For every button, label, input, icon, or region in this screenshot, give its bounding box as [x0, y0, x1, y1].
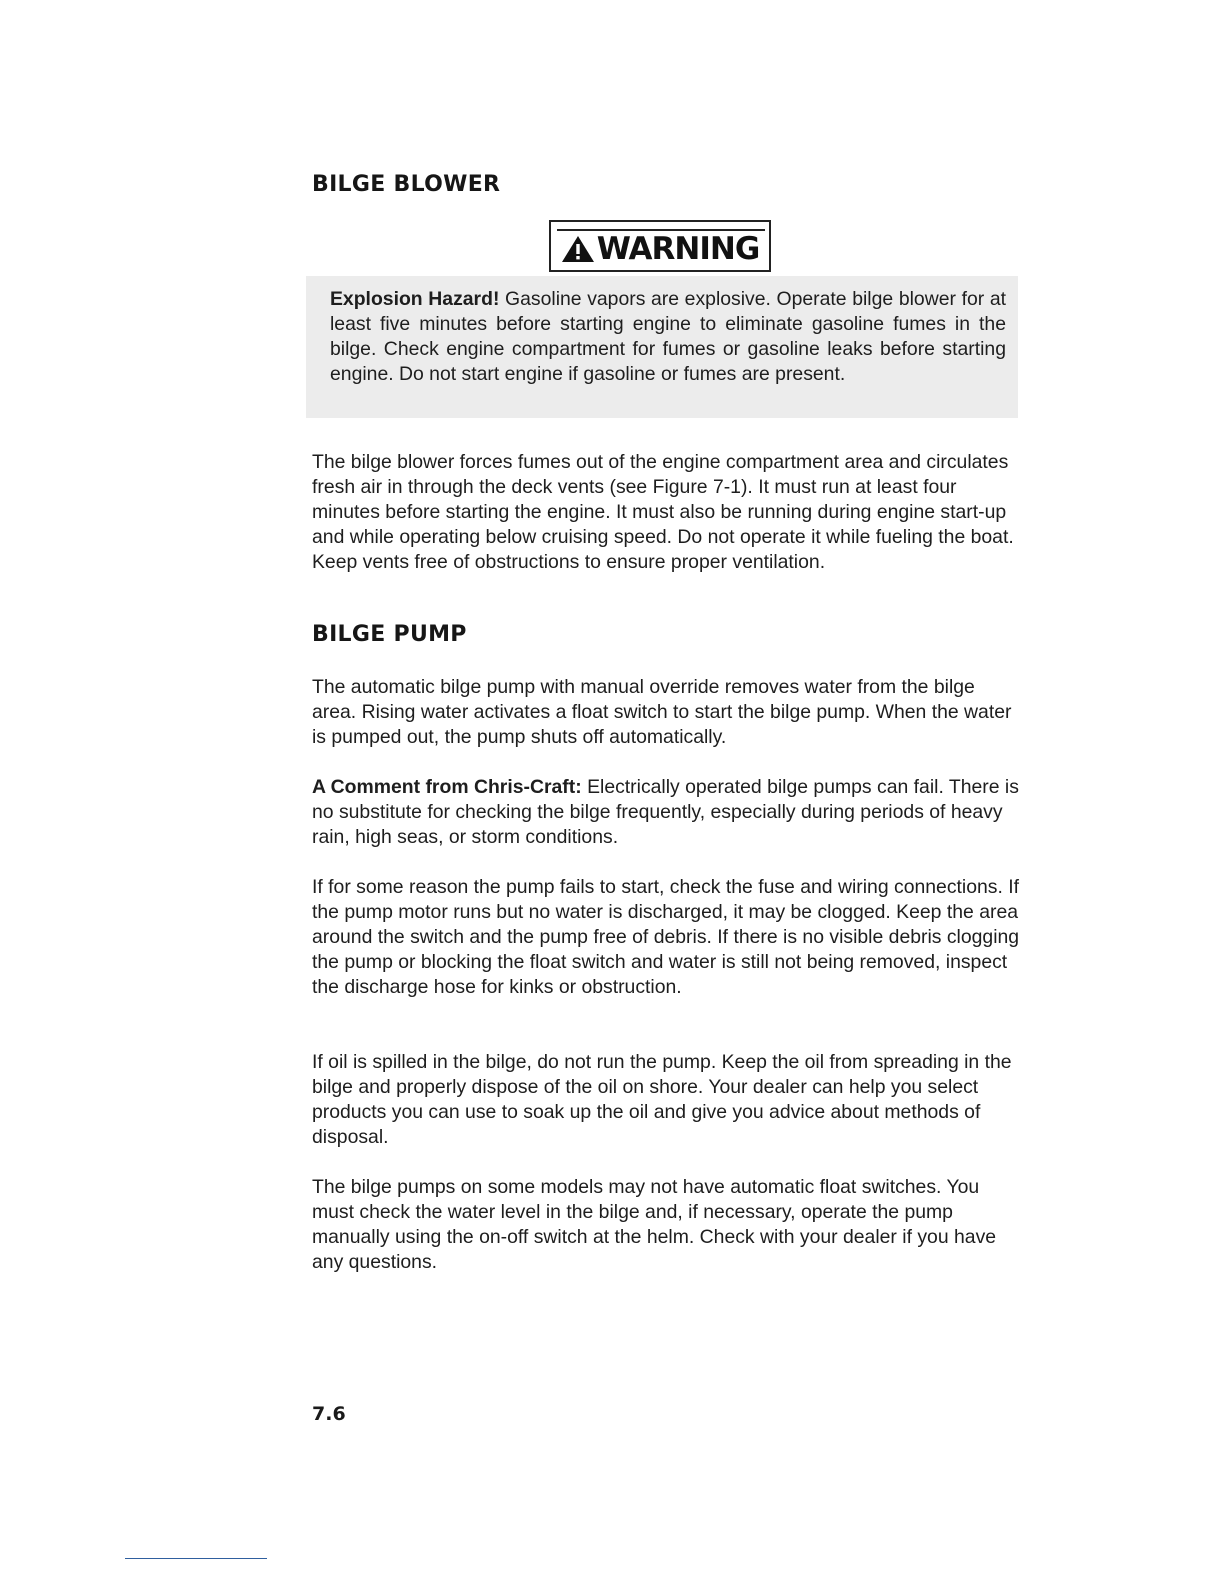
comment-text: Electrically operated bilge pumps can fail. There is no substitute for checking the bilge frequently, especially during periods of heavy rain, high seas, or storm conditions.	[312, 776, 1019, 848]
bilge-pump-intro-paragraph: The automatic bilge pump with manual override removes water from the bilge area. Rising water activates a float switch to start the bilge pump. When the water is pumped out, the pump shuts off automatically.	[312, 676, 1012, 748]
warning-text: Gasoline vapors are explosive. Operate bilge blower for at least five minutes before starting engine to eliminate gasoline fumes in the bilge. Check engine compartment for fumes or gasoline leaks before starting engine. Do not start engine if gasoline or fumes are present.	[330, 288, 1006, 385]
bilge-pump-heading: BILGE PUMP	[312, 622, 467, 647]
warning-label: WARNING	[596, 230, 760, 267]
bilge-blower-paragraph: The bilge blower forces fumes out of the engine compartment area and circulates fresh air in through the deck vents (see Figure 7-1). It must run at least four minutes before starting the engine. It must also be running during engine start-up and while operating below cruising speed. Do not operate it while fueling the boat. Keep vents free of obstructions to ensure proper ventilation.	[312, 451, 1014, 573]
warning-top-rule	[557, 229, 765, 231]
manual-pump-paragraph: The bilge pumps on some models may not have automatic float switches. You must check the water level in the bilge and, if necessary, operate the pump manually using the on-off switch at the helm. Check with your dealer if you have any questions.	[312, 1176, 997, 1273]
pump-failure-paragraph: If for some reason the pump fails to start, check the fuse and wiring connections. If the pump motor runs but no water is discharged, it may be clogged. Keep the area around the switch and the pump free of debris. If there is no visible debris clogging the pump or blocking the float switch and water is still not being removed, inspect the discharge hose for kinks or obstruction.	[312, 876, 1020, 998]
warning-lead: Explosion Hazard!	[330, 288, 500, 310]
warning-label-box	[549, 220, 771, 272]
page-number: 7.6	[312, 1403, 346, 1425]
warning-message	[330, 287, 1006, 387]
comment-paragraph	[312, 775, 1022, 850]
oil-spill-paragraph: If oil is spilled in the bilge, do not run the pump. Keep the oil from spreading in the bilge and properly dispose of the oil on shore. Your dealer can help you select products you can use to soak up the oil and give you advice about methods of disposal.	[312, 1051, 1012, 1148]
bilge-blower-heading: BILGE BLOWER	[312, 172, 501, 197]
footnote-rule	[125, 1558, 267, 1559]
warning-triangle-icon	[561, 235, 595, 263]
comment-lead: A Comment from Chris-Craft:	[312, 776, 582, 798]
